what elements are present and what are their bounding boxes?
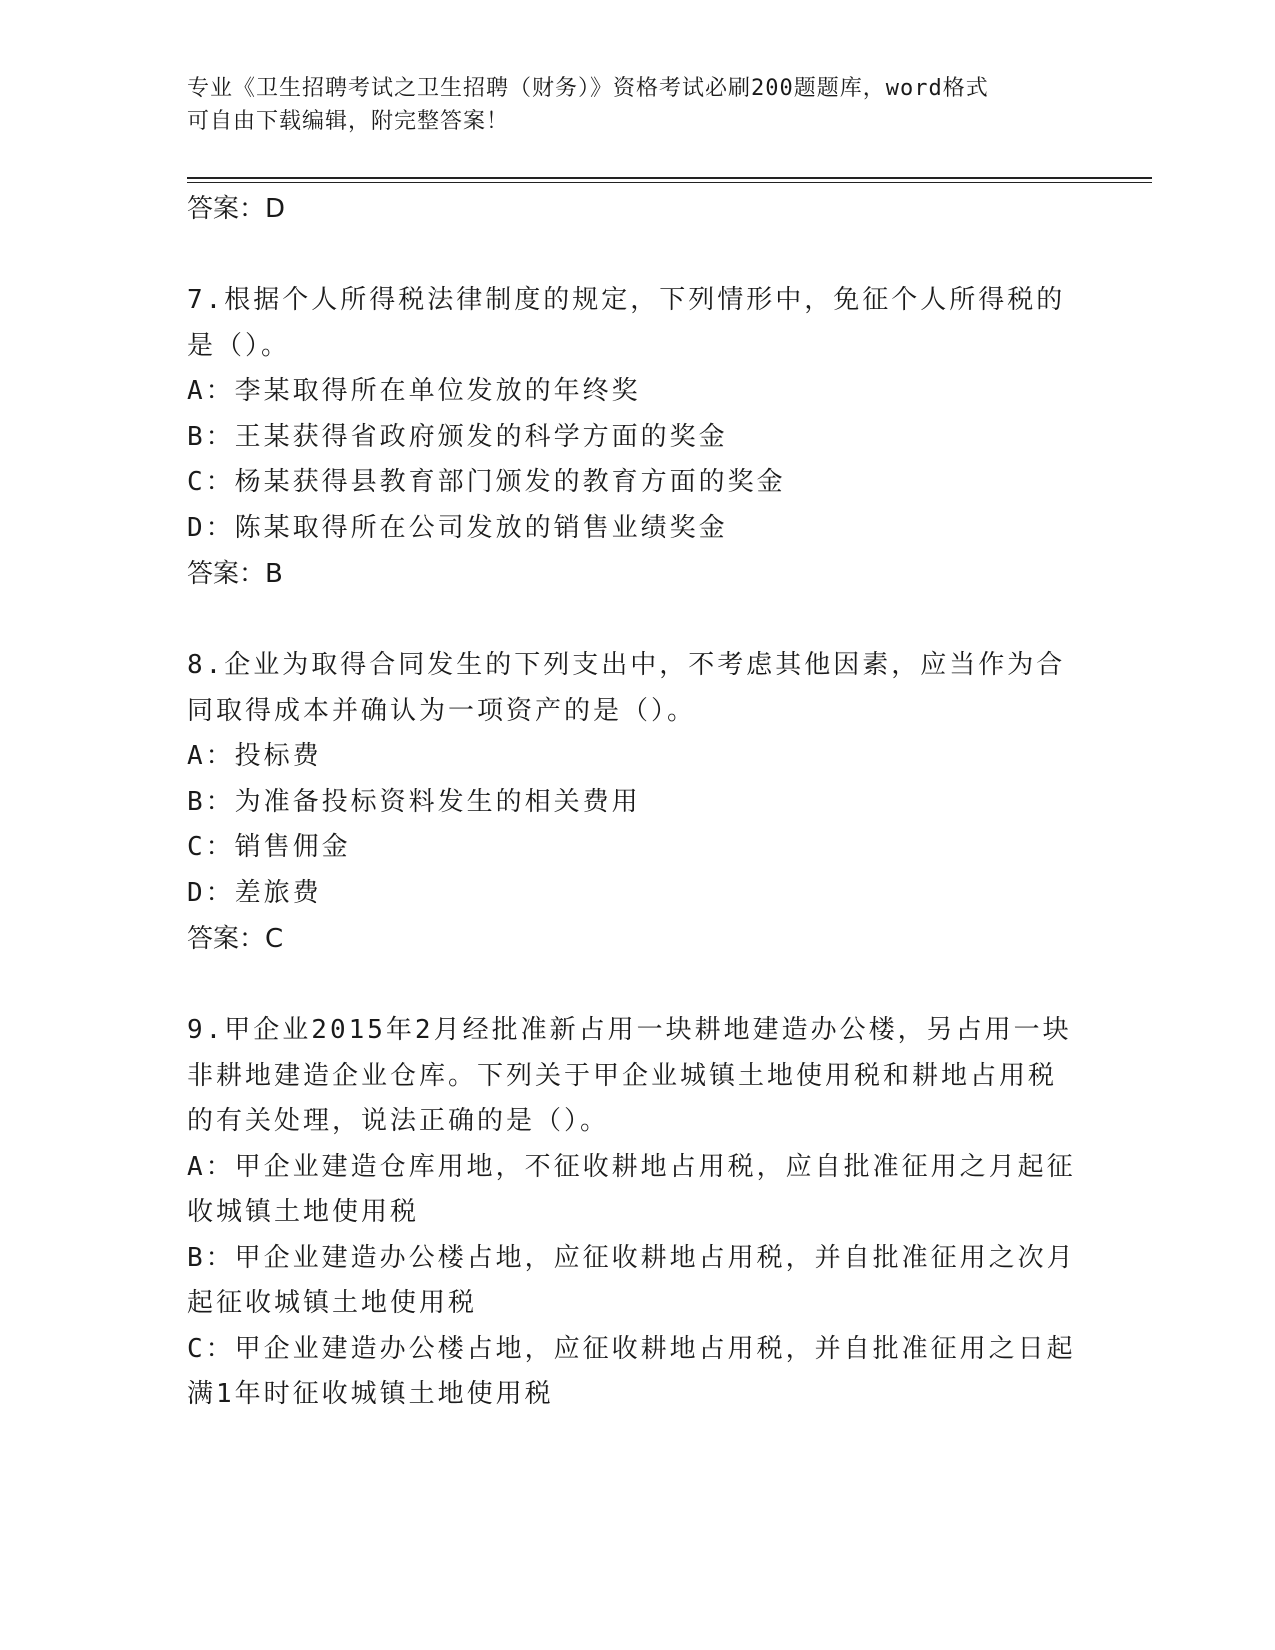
question-stem: 9.甲企业2015年2月经批准新占用一块耕地建造办公楼，另占用一块 <box>187 1015 1072 1045</box>
question-block <box>187 278 1087 597</box>
header-rule-thick <box>187 177 1152 179</box>
option-b: B：王某获得省政府颁发的科学方面的奖金 <box>187 421 728 452</box>
option-b-continued: 起征收城镇土地使用税 <box>187 1288 478 1318</box>
option-d: D：陈某取得所在公司发放的销售业绩奖金 <box>187 512 728 543</box>
answer-label: 答案：C <box>187 924 284 954</box>
option-c: C：甲企业建造办公楼占地，应征收耕地占用税，并自批准征用之日起 <box>187 1333 1076 1364</box>
question-stem: 同取得成本并确认为一项资产的是（）。 <box>187 695 697 726</box>
question-stem: 非耕地建造企业仓库。下列关于甲企业城镇土地使用税和耕地占用税 <box>187 1060 1058 1091</box>
option-a-continued: 收城镇土地使用税 <box>187 1197 420 1227</box>
option-d: D：差旅费 <box>187 877 322 908</box>
option-a: A：投标费 <box>187 741 322 771</box>
header-line-1: 专业《卫生招聘考试之卫生招聘（财务）》资格考试必刷200题题库，word格式 <box>187 76 989 101</box>
option-b: B：为准备投标资料发生的相关费用 <box>187 786 641 817</box>
header-line-2: 可自由下载编辑，附完整答案！ <box>187 109 510 134</box>
spacer <box>187 962 1087 1008</box>
answer-label: 答案：D <box>187 194 286 224</box>
option-a: A：甲企业建造仓库用地，不征收耕地占用税，应自批准征用之月起征 <box>187 1151 1076 1182</box>
question-stem: 的有关处理，说法正确的是（）。 <box>187 1106 610 1136</box>
spacer <box>187 597 1087 643</box>
question-content <box>187 186 1087 1418</box>
question-stem: 8.企业为取得合同发生的下列支出中，不考虑其他因素，应当作为合 <box>187 650 1066 680</box>
option-c-continued: 满1年时征收城镇土地使用税 <box>187 1379 554 1409</box>
question-block <box>187 1008 1087 1418</box>
page-header <box>187 72 1087 138</box>
question-stem: 7.根据个人所得税法律制度的规定，下列情形中，免征个人所得税的 <box>187 285 1066 315</box>
option-a: A：李某取得所在单位发放的年终奖 <box>187 376 641 406</box>
question-block <box>187 643 1087 962</box>
option-c: C：销售佣金 <box>187 832 351 862</box>
header-rule-thin <box>187 182 1152 183</box>
spacer <box>187 232 1087 278</box>
option-b: B：甲企业建造办公楼占地，应征收耕地占用税，并自批准征用之次月 <box>187 1242 1076 1273</box>
question-stem: 是（）。 <box>187 330 291 361</box>
option-c: C：杨某获得县教育部门颁发的教育方面的奖金 <box>187 467 786 497</box>
answer-label: 答案：B <box>187 559 283 589</box>
